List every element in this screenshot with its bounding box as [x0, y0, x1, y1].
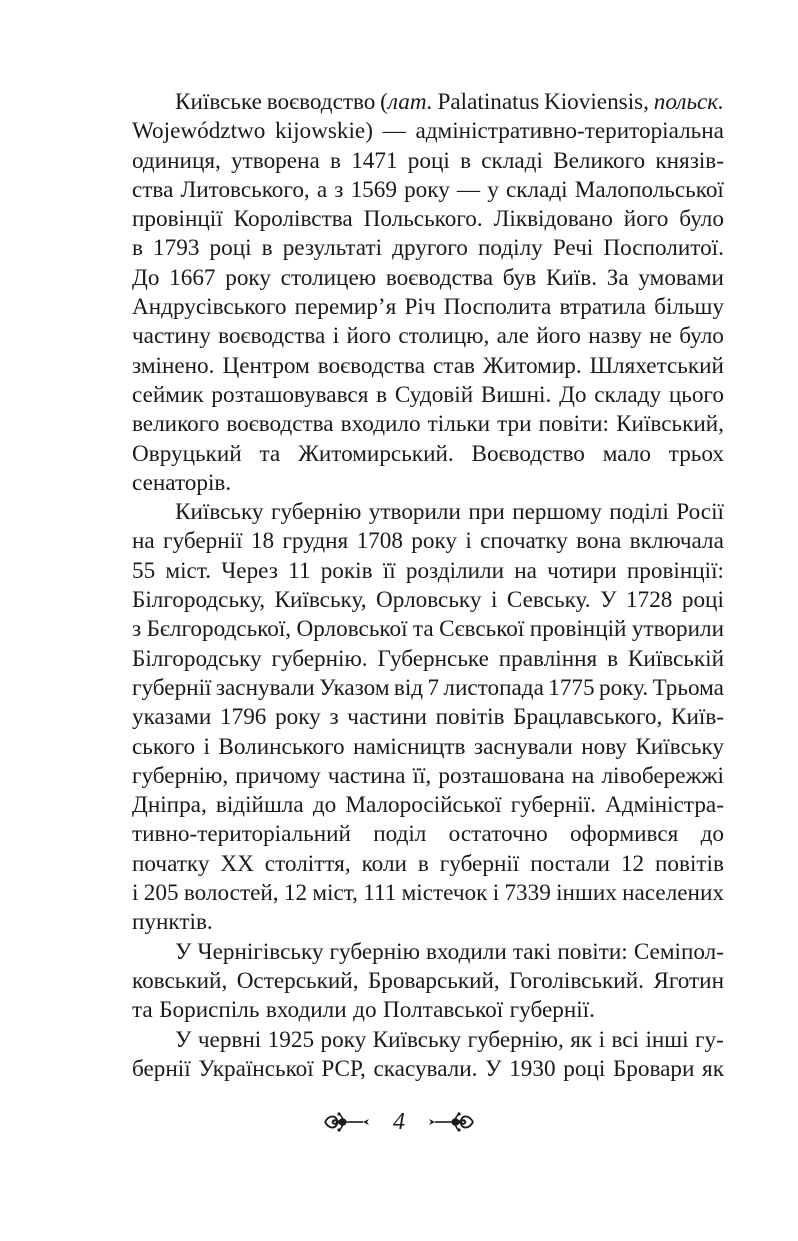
- text-line: [132, 205, 724, 234]
- word: його: [536, 323, 581, 350]
- word: Овруцький: [132, 440, 242, 467]
- word: намісництв: [353, 733, 466, 760]
- word: складі: [481, 147, 543, 174]
- text-line: [132, 410, 724, 439]
- word: тивно-територіальний: [132, 821, 351, 848]
- word: та: [259, 440, 281, 467]
- word: князів-: [655, 147, 724, 174]
- text-line: [132, 322, 724, 351]
- word: Указом: [319, 674, 390, 701]
- word: губернії.: [509, 997, 595, 1024]
- word: змінено.: [132, 352, 215, 379]
- word: частина: [327, 762, 406, 789]
- word: Київську: [372, 1026, 462, 1053]
- word: спочатку: [480, 528, 568, 555]
- word: Яготин: [653, 967, 724, 994]
- word: бернії: [132, 1055, 191, 1082]
- word: ського: [132, 733, 196, 760]
- word: 7339: [504, 880, 551, 907]
- word: 1708: [356, 528, 403, 555]
- word: і: [132, 880, 139, 907]
- word: інші: [645, 1026, 689, 1053]
- word: воєводства: [317, 352, 425, 379]
- word: провінції:: [626, 557, 724, 584]
- word: році: [681, 587, 724, 614]
- word: Київ.: [545, 264, 597, 291]
- word: Чернігівську: [197, 938, 324, 965]
- text-line: [132, 733, 724, 762]
- word: постали: [530, 850, 610, 877]
- word: Росії: [676, 499, 724, 526]
- word: був: [502, 264, 537, 291]
- word: столицю,: [398, 323, 490, 350]
- word: губернії: [132, 674, 212, 701]
- word: Семіпол-: [633, 938, 724, 965]
- word: в: [417, 850, 429, 877]
- word: частину: [132, 323, 211, 350]
- word: втратила: [559, 294, 646, 321]
- word: розташовувався: [211, 381, 369, 408]
- word: більшу: [654, 294, 724, 321]
- text-line: [132, 703, 724, 732]
- text-line: [132, 996, 724, 1025]
- word: 55: [132, 557, 156, 584]
- word: населених: [622, 880, 724, 907]
- word: року: [320, 1026, 367, 1053]
- word: такі: [512, 938, 552, 965]
- word: входило: [340, 411, 421, 438]
- word: kijowskie): [275, 118, 373, 145]
- word: Королівства: [233, 206, 353, 233]
- text-line: [132, 674, 724, 703]
- word: з: [334, 176, 344, 203]
- word: (лат.: [380, 89, 433, 115]
- word: губернію.: [271, 645, 368, 672]
- word: 7: [427, 674, 440, 701]
- word: Київське: [175, 89, 262, 115]
- word: його: [623, 206, 669, 233]
- word: сенаторів.: [132, 469, 232, 496]
- text-line: [132, 791, 724, 820]
- page-body: [132, 88, 724, 1084]
- word: воєводство: [266, 89, 376, 115]
- word: Центром: [222, 352, 310, 379]
- word: У: [175, 1026, 192, 1053]
- word: ковський,: [132, 967, 228, 994]
- word: в: [261, 235, 273, 262]
- page-number: 4: [393, 1109, 405, 1135]
- word: Орловську: [376, 587, 482, 614]
- word: Української: [198, 1055, 314, 1082]
- word: коли: [361, 850, 407, 877]
- word: її,: [412, 762, 432, 789]
- word: сеймик: [132, 381, 204, 408]
- word: Малопольської: [574, 176, 724, 203]
- word: вона: [576, 528, 622, 555]
- word: Гоголівський.: [509, 967, 644, 994]
- word: 11: [288, 557, 311, 584]
- word: Київ-: [671, 704, 724, 731]
- word: і: [203, 733, 210, 760]
- word: губернії.: [510, 792, 596, 819]
- word: трьох: [668, 440, 724, 467]
- word: червні: [197, 1026, 262, 1053]
- text-line: [132, 381, 724, 410]
- word: році: [407, 147, 450, 174]
- word: від: [393, 674, 424, 701]
- word: став: [433, 352, 475, 379]
- word: Річ: [404, 294, 436, 321]
- text-line: [132, 527, 724, 556]
- word: і: [598, 1026, 606, 1053]
- word: остаточно: [448, 821, 548, 848]
- word: У: [485, 1055, 502, 1082]
- word: Білгородську,: [132, 587, 266, 614]
- word: при: [468, 499, 505, 526]
- text-line: [132, 615, 724, 644]
- word: провінцій: [529, 616, 627, 643]
- word: Великого: [553, 147, 646, 174]
- word: як: [570, 1026, 593, 1053]
- text-line: [132, 352, 724, 381]
- text-line: [132, 938, 724, 967]
- word: в: [460, 147, 472, 174]
- word: на: [132, 528, 155, 555]
- word: воєводства: [385, 264, 494, 291]
- word: 1728: [626, 587, 673, 614]
- text-line: [132, 176, 724, 205]
- word: року: [411, 528, 457, 555]
- word: році: [563, 1055, 606, 1082]
- word: губернії: [163, 528, 243, 555]
- word: повітів: [655, 850, 724, 877]
- word: Сєвської: [439, 616, 525, 643]
- word: Остерський,: [236, 967, 359, 994]
- word: столицею: [280, 264, 377, 291]
- word: гу-: [695, 1026, 724, 1053]
- word: Palatinatus: [437, 89, 540, 115]
- word: Kioviensis,: [543, 89, 649, 115]
- word: міст,: [312, 880, 358, 907]
- word: 18: [250, 528, 275, 555]
- text-line: [132, 234, 724, 263]
- word: Київський,: [616, 411, 724, 438]
- word: Адміністра-: [605, 792, 724, 819]
- word: До: [132, 264, 160, 291]
- text-line: [132, 147, 724, 176]
- word: року: [404, 176, 450, 203]
- word: —: [382, 118, 406, 145]
- word: до: [312, 792, 337, 819]
- word: утворили: [368, 499, 461, 526]
- text-line: [132, 820, 724, 849]
- text-line: [132, 762, 724, 791]
- word: Губернське: [377, 645, 489, 672]
- word: і: [332, 323, 340, 350]
- page-footer: [0, 1104, 798, 1140]
- word: входили: [425, 938, 507, 965]
- paragraph: [132, 88, 724, 498]
- word: з: [132, 616, 142, 643]
- text-line: [132, 117, 724, 146]
- word: умовами: [638, 264, 724, 291]
- word: Бровари: [612, 1055, 695, 1082]
- text-line: [132, 967, 724, 996]
- word: Литовського,: [180, 176, 310, 203]
- word: Київській: [627, 645, 724, 672]
- fleuron-right-icon: [427, 1109, 475, 1135]
- word: адміністративно-територіальна: [415, 118, 724, 145]
- word: років: [320, 557, 373, 584]
- word: Житомирський.: [298, 440, 454, 467]
- word: включала: [629, 528, 724, 555]
- word: провінції: [132, 206, 223, 233]
- word-tail: лат.: [387, 89, 433, 115]
- word: на: [514, 557, 537, 584]
- word: було: [679, 323, 724, 350]
- word: і: [490, 587, 498, 614]
- word: з: [329, 704, 339, 731]
- word: початку: [132, 850, 210, 877]
- word: його: [346, 323, 392, 350]
- word: повітів: [435, 704, 505, 731]
- word: Речі: [552, 235, 594, 262]
- word: 1925: [267, 1026, 315, 1053]
- word: Через: [221, 557, 278, 584]
- word: губернію,: [467, 1026, 564, 1053]
- word: але: [496, 323, 529, 350]
- word: утворили: [631, 616, 724, 643]
- word: губернію,: [132, 762, 229, 789]
- word: в: [330, 147, 341, 174]
- word: Полтавської: [383, 997, 504, 1024]
- text-line: [132, 1055, 724, 1084]
- word: року: [275, 704, 321, 731]
- fleuron-left-icon: [323, 1109, 371, 1135]
- word: Трьома: [652, 674, 724, 701]
- word: перемир’я: [294, 294, 397, 321]
- word: та: [132, 997, 153, 1024]
- word: не: [649, 323, 672, 350]
- word: інших: [556, 880, 617, 907]
- word: частини: [347, 704, 427, 731]
- word: Київську: [635, 733, 724, 760]
- word: губернію: [270, 499, 362, 526]
- word: одиниця,: [132, 147, 221, 174]
- text-line: [132, 440, 724, 469]
- word: року.: [598, 674, 649, 701]
- word: ства: [132, 176, 174, 203]
- word: було: [679, 206, 724, 233]
- word: губернію: [329, 938, 420, 965]
- word: Województwo: [132, 118, 266, 145]
- word: лівобережжі: [601, 762, 724, 789]
- word: три: [497, 411, 532, 438]
- word: 111: [363, 880, 397, 907]
- word: 1796: [220, 704, 267, 731]
- word: міст.: [165, 557, 211, 584]
- word: Воєводство: [471, 440, 585, 467]
- word: розділили: [405, 557, 504, 584]
- text-line: [132, 1026, 724, 1055]
- text-line: [132, 264, 724, 293]
- word: 1930: [509, 1055, 556, 1082]
- word: Андрусівського: [132, 294, 287, 321]
- word: містечок: [401, 880, 488, 907]
- word: губернії: [439, 850, 520, 877]
- word: Волинського: [218, 733, 345, 760]
- word: назву: [588, 323, 642, 350]
- word: 12: [620, 850, 645, 877]
- word: 12: [283, 880, 308, 907]
- word: указами: [132, 704, 212, 731]
- word: поділ: [373, 821, 427, 848]
- word: в: [132, 235, 143, 262]
- word: 1775: [548, 674, 595, 701]
- word: Бориспіль: [159, 997, 260, 1024]
- word: поділі: [609, 499, 669, 526]
- word: листопада: [443, 674, 544, 701]
- word: Малоросійської: [345, 792, 502, 819]
- word: в: [376, 381, 388, 408]
- paragraph: [132, 938, 724, 1026]
- word: і: [465, 528, 472, 555]
- text-line: [132, 879, 724, 908]
- word: Шляхетський: [589, 352, 724, 379]
- word: всі: [611, 1026, 639, 1053]
- word: утворена: [231, 147, 320, 174]
- word: мало: [602, 440, 651, 467]
- word: у: [487, 176, 499, 203]
- word: У: [175, 938, 192, 965]
- word: відійшла: [215, 792, 304, 819]
- word: Посполита: [443, 294, 552, 321]
- word: століття,: [264, 850, 351, 877]
- word: до: [353, 997, 377, 1024]
- text-line: [132, 88, 724, 117]
- word: нову: [581, 733, 627, 760]
- word: У: [600, 587, 617, 614]
- word: як: [702, 1055, 724, 1082]
- word: Посполитої.: [603, 235, 724, 262]
- word: За: [606, 264, 629, 291]
- word: Дніпра,: [132, 792, 207, 819]
- word: польск.: [653, 89, 724, 115]
- text-line: [132, 908, 724, 937]
- word: заснували: [215, 674, 315, 701]
- word: 1471: [351, 147, 398, 174]
- word: заснували: [473, 733, 573, 760]
- word: —: [456, 176, 481, 203]
- word: складу: [594, 381, 662, 408]
- word: Севську.: [506, 587, 591, 614]
- word: Судовій: [394, 381, 474, 408]
- word: пунктів.: [132, 909, 213, 936]
- text-line: [132, 557, 724, 586]
- word: скасували.: [373, 1055, 478, 1082]
- text-line: [132, 850, 724, 879]
- word: Брацлавського,: [513, 704, 663, 731]
- word: складі: [505, 176, 568, 203]
- word: 1793: [153, 235, 200, 262]
- word: в: [607, 645, 619, 672]
- word: її: [382, 557, 396, 584]
- word: Київську: [175, 499, 264, 526]
- word: 205: [143, 880, 179, 907]
- word: причому: [235, 762, 321, 789]
- word: до: [700, 821, 724, 848]
- word: Польського.: [363, 206, 483, 233]
- word: а: [316, 176, 328, 203]
- word: другого: [392, 235, 468, 262]
- word: розташована: [438, 762, 565, 789]
- word: Бєлгородської,: [146, 616, 292, 643]
- word: волостей,: [183, 880, 279, 907]
- word: Житомир.: [482, 352, 582, 379]
- word: входили: [265, 997, 347, 1024]
- word: Орловської: [296, 616, 408, 643]
- word: оформився: [569, 821, 679, 848]
- word: тільки: [427, 411, 491, 438]
- word: воєводства: [218, 323, 326, 350]
- word: грудня: [282, 528, 349, 555]
- text-line: [132, 645, 724, 674]
- word: і: [492, 880, 500, 907]
- word: повіти:: [538, 411, 610, 438]
- word: результаті: [282, 235, 383, 262]
- word: повіти:: [557, 938, 628, 965]
- word: Вишні.: [480, 381, 552, 408]
- word: До: [559, 381, 587, 408]
- text-line: [132, 498, 724, 527]
- word: XX: [220, 850, 254, 877]
- word: великого: [132, 411, 220, 438]
- word: та: [412, 616, 434, 643]
- text-line: [132, 469, 724, 498]
- paragraph: [132, 498, 724, 937]
- word: 1667: [169, 264, 216, 291]
- word: цього: [668, 381, 724, 408]
- word: Ліквідовано: [493, 206, 613, 233]
- word: воєводства: [226, 411, 334, 438]
- word: році: [209, 235, 252, 262]
- word: року: [225, 264, 271, 291]
- text-line: [132, 586, 724, 615]
- paragraph: [132, 1026, 724, 1085]
- text-line: [132, 293, 724, 322]
- word: поділу: [478, 235, 543, 262]
- word: Броварський,: [367, 967, 500, 994]
- word: Київську,: [274, 587, 367, 614]
- word: чотири: [547, 557, 617, 584]
- word: правління: [498, 645, 598, 672]
- word: на: [571, 762, 595, 789]
- word: Білгородську: [132, 645, 262, 672]
- word: РСР,: [321, 1055, 366, 1082]
- word: 1569: [350, 176, 397, 203]
- word: першому: [512, 499, 602, 526]
